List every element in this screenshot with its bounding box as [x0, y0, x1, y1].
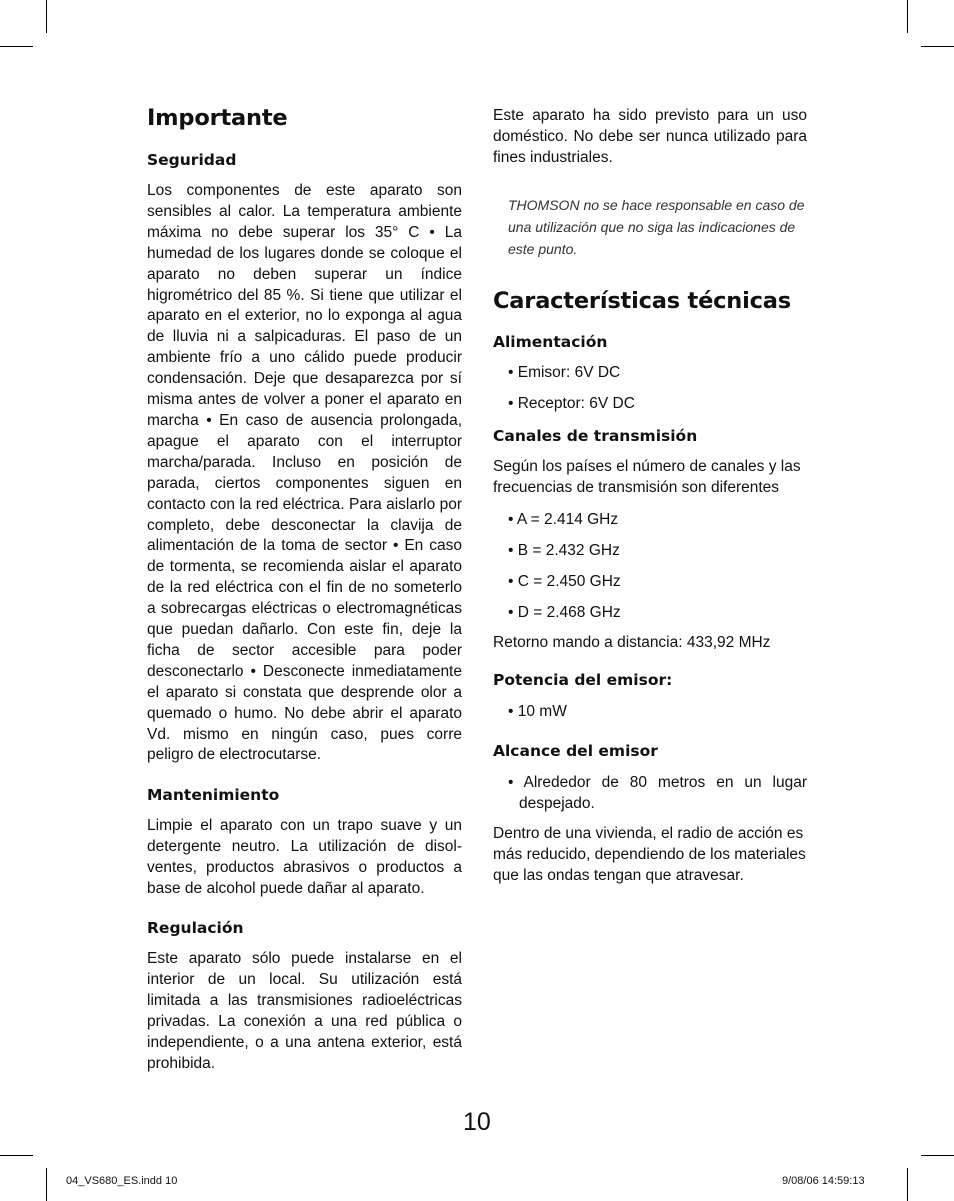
potencia-item: • 10 mW [508, 703, 567, 721]
alcance-heading: Alcance del emisor [493, 742, 658, 761]
slug-timestamp: 9/08/06 14:59:13 [782, 1175, 865, 1187]
crop-mark-bottom-left-horizontal [0, 1155, 33, 1156]
alimentacion-item-emisor: • Emisor: 6V DC [508, 363, 621, 381]
regulacion-heading: Regulación [147, 919, 244, 937]
crop-mark-top-left-vertical [46, 0, 47, 33]
intro-paragraph: Este aparato ha sido previsto para un uso doméstico. No debe ser nunca utilizado para fines industriales. [493, 107, 807, 166]
crop-mark-bottom-right-vertical [907, 1168, 908, 1201]
canales-body: Según los países el número de canales y las frecuencias de transmisión son diferentes [493, 457, 801, 496]
crop-mark-top-left-horizontal [0, 46, 33, 47]
alimentacion-item-receptor: • Receptor: 6V DC [508, 394, 635, 412]
seguridad-heading: Seguridad [147, 151, 237, 169]
canal-item-b: • B = 2.432 GHz [508, 541, 620, 559]
potencia-heading: Potencia del emisor: [493, 671, 673, 690]
alimentacion-heading: Alimentación [493, 332, 608, 351]
page-number: 10 [463, 1108, 491, 1136]
importante-title: Importante [147, 105, 288, 131]
canal-item-a: • A = 2.414 GHz [508, 510, 619, 528]
crop-mark-bottom-right-horizontal [921, 1155, 954, 1156]
canal-item-c: • C = 2.450 GHz [508, 572, 621, 590]
thomson-note-text: no se hace responsable en caso de una utilización que no siga las indicaciones de este punto. [508, 196, 805, 257]
mantenimiento-heading: Mantenimiento [147, 786, 280, 805]
slug-filename: 04_VS680_ES.indd 10 [66, 1175, 178, 1187]
mantenimiento-body: Limpie el aparato con un trapo suave y un detergente neutro. La utilización de disolventes, productos abrasivos o productos a base de alcohol puede dañar al aparato. [147, 817, 462, 898]
retorno-line: Retorno mando a distancia: 433,92 MHz [493, 633, 771, 651]
left-column [147, 104, 462, 1074]
canal-item-d: • D = 2.468 GHz [508, 603, 621, 621]
crop-mark-top-right-horizontal [921, 46, 954, 47]
crop-mark-top-right-vertical [907, 0, 908, 33]
alcance-body: Dentro de una vivienda, el radio de acción es más reducido, dependiendo de los materiales que las ondas tengan que atravesar. [493, 825, 806, 885]
canales-heading: Canales de transmisión [493, 426, 698, 445]
crop-mark-bottom-left-vertical [46, 1168, 47, 1201]
right-column [493, 106, 807, 887]
seguridad-body: Los componentes de este aparato son sensibles al calor. La temperatura ambiente máxima no debe superar los 35° C • La humedad de los lugares donde se coloque el aparato no deben superar un índice higrométrico del 85 %. Si tiene que utilizar el aparato en el exterior, no lo exponga al agua de lluvia ni a salpicaduras. El paso de un ambiente frío a uno cálido puede producir condensación. Deje que desaparezca por sí misma antes de volver a poner el aparato en marcha • En caso de ausencia prolongada, apague el aparato con el interruptor marcha/parada. Incluso en posición de parada, ciertos componentes siguen en contacto con la red eléctrica. Para aislarlo por completo, debe desconectar la clavija de alimentación de la toma de sector • En caso de tormenta, se recomienda aislar el aparato de la red eléctrica con el fin de no someterlo a sobrecargas eléctricas o electromagnéticas que puedan dañarlo. Con este fin, deje la ficha de sector accesible para poder desconectarlo • Desconecte inmediatamente el aparato si constata que desprende olor a quemado o humo. No debe abrir el aparato Vd. mismo en ningún caso, pues corre peligro de electrocutarse. [147, 182, 462, 764]
thomson-brand: THOMSON [508, 196, 580, 213]
regulacion-body: Este aparato sólo puede instalarse en el interior de un local. Su utilización está limitada a las transmisiones radioeléctricas privadas. La conexión a una red pública o independiente, o a una antena exterior, está prohibida. [147, 950, 462, 1072]
alcance-item: • Alrededor de 80 metros en un lugar despejado. [508, 774, 807, 813]
caracteristicas-title: Características técnicas [493, 287, 791, 314]
thomson-note [493, 194, 807, 260]
